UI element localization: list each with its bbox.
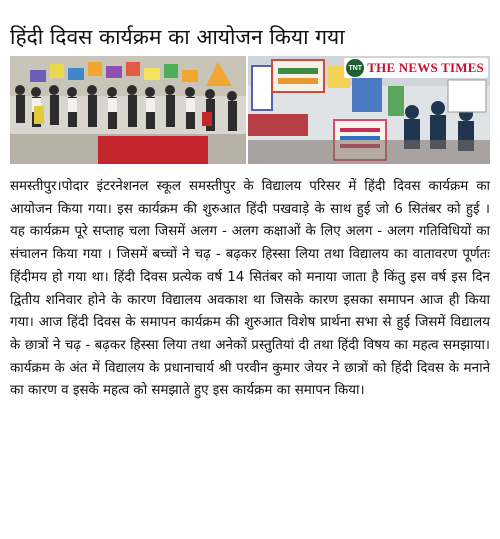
event-photo-stage [10,56,246,164]
photo-strip [10,56,490,164]
newspaper-masthead [344,58,488,78]
headline: हिंदी दिवस कार्यक्रम का आयोजन किया गया [10,25,345,50]
event-photo-classroom [248,56,490,164]
newspaper-logo-icon: TNT [346,59,364,77]
newspaper-name: THE NEWS TIMES [367,60,484,75]
article-body: समस्तीपुर।पोदार इंटरनेशनल स्कूल समस्तीपुर के विद्यालय परिसर में हिंदी दिवस कार्यक्रम का आयोजन किया गया। इस कार्यक्रम की शुरुआत हिंदी पखवाड़े के साथ हुई जो 6 सितंबर को हुई । यह कार्यक्रम पूरे सप्ताह चला जिसमें अलग - अलग कक्षाओं के लिए अलग - अलग गतिविधियों का संचालन किया गया । जिसमें बच्चों ने चढ़ - बढ़कर हिस्सा लिया तथा विद्यालय का वातावरण पूर्णतः हिंदीमय हो गया था। हिंदी दिवस प्रत्येक वर्ष 14 सितंबर को मनाया जाता है किंतु इस वर्ष इस दिन द्वितीय शनिवार होने के कारण विद्यालय अवकाश था जिसके कारण इसका समापन आज ही किया गया। आज हिंदी दिवस के समापन कार्यक्रम की शुरुआत विशेष प्रार्थना सभा से हुई जिसमें विद्यालय के छात्रों ने चढ़ - बढ़कर हिस्सा लिया तथा अनेकों प्रस्तुतियां दी तथा हिंदी विषय का महत्व समझाया। कार्यक्रम के अंत में विद्यालय के प्रधानाचार्य श्री परवीन कुमार जेयर ने छात्रों को हिंदी दिवस के मनाने का कारण व इसके महत्व को समझाते हुए इस कार्यक्रम का समापन किया। [10,179,490,399]
